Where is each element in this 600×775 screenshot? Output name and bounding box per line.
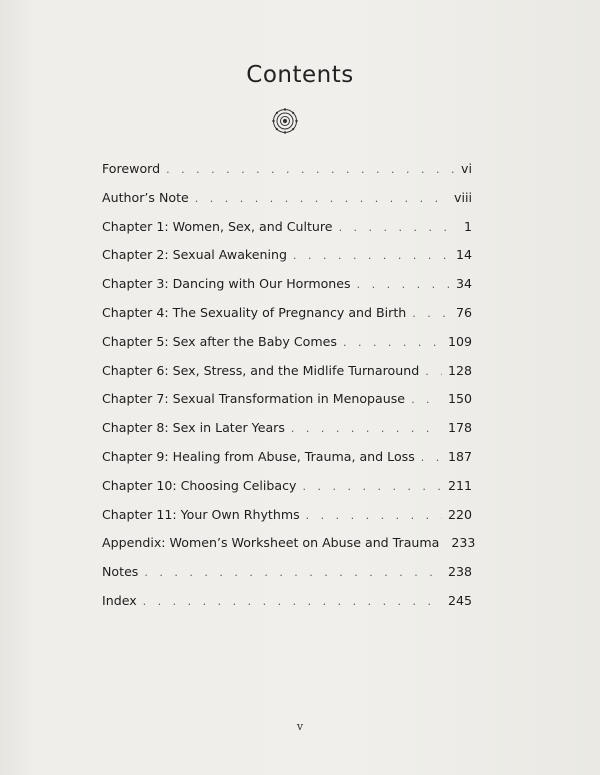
toc-entry-title: Chapter 4: The Sexuality of Pregnancy and Birth [102, 304, 407, 320]
toc-entry-title: Author’s Note [102, 189, 189, 205]
toc-entry[interactable] [102, 506, 472, 535]
toc-entry[interactable] [102, 160, 472, 189]
toc-entry[interactable] [102, 592, 472, 621]
toc-entry-title: Chapter 6: Sex, Stress, and the Midlife Turnaround [102, 362, 420, 378]
toc-entry[interactable] [102, 333, 472, 362]
toc-entry-page: viii [454, 189, 472, 205]
toc-entry[interactable] [102, 218, 472, 247]
toc-entry-page: 34 [455, 276, 472, 292]
toc-entry-title: Chapter 10: Choosing Celibacy [102, 477, 297, 493]
toc-entry-title: Chapter 8: Sex in Later Years [102, 420, 285, 436]
toc-entry-page: 14 [455, 247, 472, 263]
dot-leader [343, 334, 442, 352]
dot-leader [411, 391, 442, 409]
dot-leader [425, 363, 442, 381]
dot-leader [339, 219, 458, 237]
dot-leader [302, 478, 441, 496]
toc-entry[interactable] [102, 189, 472, 218]
dot-leader [144, 564, 442, 582]
toc-entry[interactable] [102, 563, 472, 592]
dot-leader [412, 305, 450, 323]
toc-entry-title: Index [102, 592, 137, 608]
dot-leader [166, 161, 455, 179]
toc-entry[interactable] [102, 477, 472, 506]
toc-entry[interactable] [102, 448, 472, 477]
toc-entry-page: 245 [447, 592, 472, 608]
toc-entry[interactable] [102, 419, 472, 448]
toc-entry-title: Notes [102, 564, 139, 580]
table-of-contents [102, 160, 476, 621]
dot-leader [306, 507, 442, 525]
toc-entry-title: Chapter 11: Your Own Rhythms [102, 506, 300, 522]
toc-entry-title: Chapter 5: Sex after the Baby Comes [102, 333, 337, 349]
dot-leader [421, 449, 442, 467]
toc-entry[interactable] [102, 362, 472, 391]
dot-leader [143, 593, 442, 611]
toc-entry[interactable] [102, 390, 472, 419]
toc-entry-title: Chapter 2: Sexual Awakening [102, 247, 287, 263]
toc-entry-page: 109 [447, 333, 472, 349]
toc-entry-title: Chapter 1: Women, Sex, and Culture [102, 218, 333, 234]
toc-entry-page: 187 [447, 448, 472, 464]
toc-entry[interactable] [102, 246, 472, 275]
toc-entry-page: 1 [463, 218, 472, 234]
toc-entry-page: 178 [447, 420, 472, 436]
page-number: v [296, 720, 304, 733]
toc-entry-page: 76 [455, 304, 472, 320]
toc-entry-page: vi [461, 161, 472, 176]
flower-ornament-icon [272, 108, 298, 134]
toc-entry-title: Foreword [102, 161, 161, 176]
toc-entry[interactable] [102, 534, 476, 563]
toc-entry-page: 211 [447, 477, 472, 493]
toc-entry[interactable] [102, 304, 472, 333]
dot-leader [357, 276, 450, 294]
toc-entry-title: Chapter 9: Healing from Abuse, Trauma, and Loss [102, 448, 415, 464]
toc-entry-title: Appendix: Women’s Worksheet on Abuse and Trauma [102, 535, 440, 551]
toc-entry-title: Chapter 7: Sexual Transformation in Menopause [102, 391, 406, 407]
toc-entry-page: 238 [447, 564, 472, 580]
toc-entry[interactable] [102, 275, 472, 304]
toc-entry-page: 220 [447, 506, 472, 522]
dot-leader [291, 420, 442, 438]
toc-entry-page: 150 [447, 391, 472, 407]
dot-leader [293, 247, 450, 265]
dot-leader [195, 190, 448, 208]
toc-entry-page: 128 [447, 362, 472, 378]
page-title: Contents [246, 62, 354, 88]
toc-entry-page: 233 [451, 535, 476, 551]
toc-entry-title: Chapter 3: Dancing with Our Hormones [102, 276, 351, 292]
